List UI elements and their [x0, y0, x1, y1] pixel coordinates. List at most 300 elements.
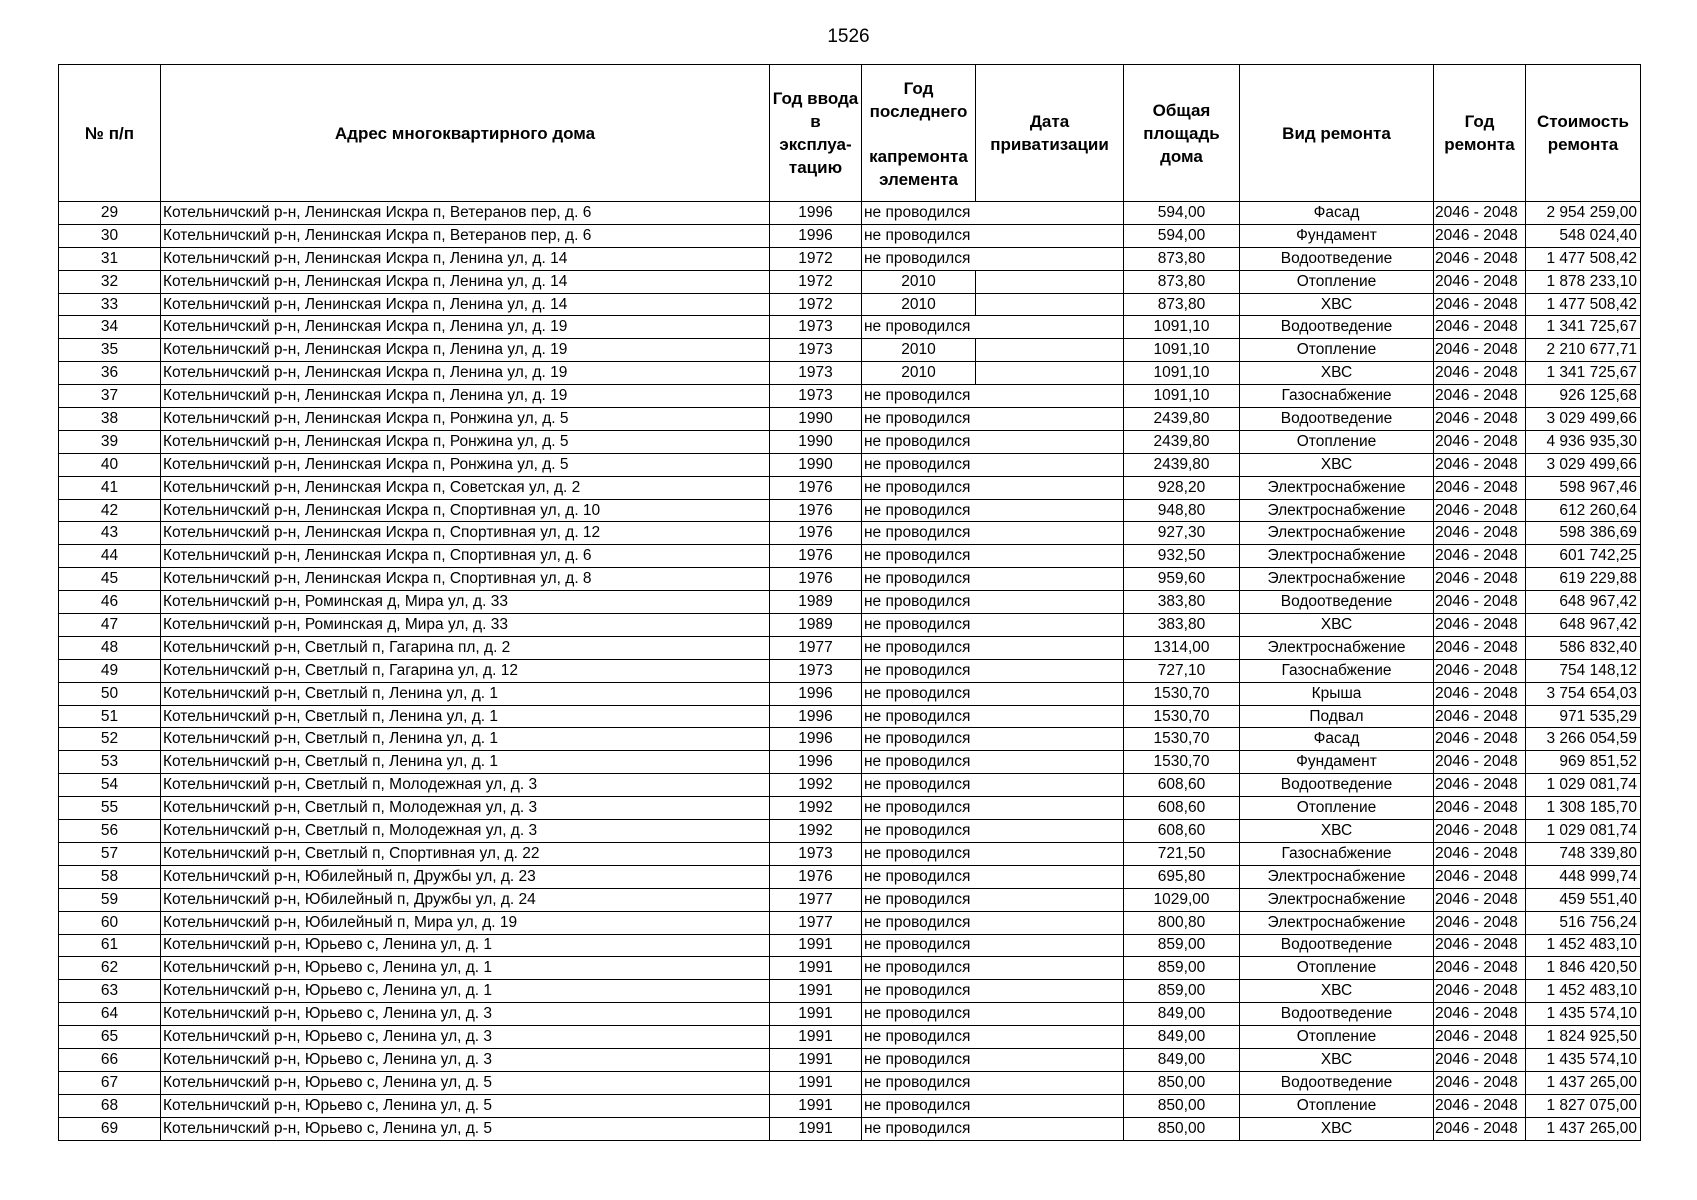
cell-last-repair: не проводился: [862, 865, 976, 888]
cell-repair-period: 2046 - 2048: [1434, 362, 1526, 385]
cell-address: Котельничский р-н, Ленинская Искра п, Ленина ул, д. 19: [161, 385, 770, 408]
cell-last-repair: не проводился: [862, 728, 976, 751]
cell-year-built: 1989: [770, 614, 862, 637]
cell-num: 46: [59, 591, 161, 614]
cell-last-repair: не проводился: [862, 522, 976, 545]
cell-address: Котельничский р-н, Ленинская Искра п, Ленина ул, д. 14: [161, 270, 770, 293]
cell-area: 2439,80: [1124, 408, 1240, 431]
cell-repair-period: 2046 - 2048: [1434, 820, 1526, 843]
cell-area: 2439,80: [1124, 430, 1240, 453]
cell-repair-kind: Водоотведение: [1240, 774, 1434, 797]
cell-privatization: [976, 1048, 1124, 1071]
cell-privatization: [976, 957, 1124, 980]
cell-repair-period: 2046 - 2048: [1434, 957, 1526, 980]
cell-num: 55: [59, 797, 161, 820]
cell-repair-period: 2046 - 2048: [1434, 385, 1526, 408]
cell-year-built: 1996: [770, 224, 862, 247]
cell-num: 54: [59, 774, 161, 797]
header-repair-year: Год ремонта: [1434, 65, 1526, 202]
header-num: № п/п: [59, 65, 161, 202]
cell-cost: 1 827 075,00: [1526, 1094, 1641, 1117]
cell-year-built: 1991: [770, 1117, 862, 1140]
cell-num: 61: [59, 934, 161, 957]
cell-area: 873,80: [1124, 293, 1240, 316]
cell-last-repair: 2010: [862, 362, 976, 385]
cell-area: 928,20: [1124, 476, 1240, 499]
cell-repair-kind: Водоотведение: [1240, 591, 1434, 614]
cell-year-built: 1991: [770, 1003, 862, 1026]
cell-privatization: [976, 1026, 1124, 1049]
cell-cost: 971 535,29: [1526, 705, 1641, 728]
cell-privatization: [976, 980, 1124, 1003]
cell-num: 39: [59, 430, 161, 453]
cell-cost: 3 029 499,66: [1526, 453, 1641, 476]
cell-num: 60: [59, 911, 161, 934]
repair-schedule-table: [58, 64, 1641, 1141]
cell-repair-period: 2046 - 2048: [1434, 865, 1526, 888]
cell-repair-kind: Электроснабжение: [1240, 911, 1434, 934]
cell-year-built: 1977: [770, 888, 862, 911]
cell-num: 69: [59, 1117, 161, 1140]
table-row: [59, 705, 1641, 728]
cell-address: Котельничский р-н, Юбилейный п, Дружбы ул, д. 23: [161, 865, 770, 888]
cell-cost: 459 551,40: [1526, 888, 1641, 911]
cell-area: 1314,00: [1124, 636, 1240, 659]
cell-address: Котельничский р-н, Ленинская Искра п, Ронжина ул, д. 5: [161, 453, 770, 476]
cell-area: 594,00: [1124, 202, 1240, 225]
cell-num: 64: [59, 1003, 161, 1026]
cell-area: 927,30: [1124, 522, 1240, 545]
cell-repair-period: 2046 - 2048: [1434, 1026, 1526, 1049]
cell-last-repair: не проводился: [862, 545, 976, 568]
cell-area: 859,00: [1124, 980, 1240, 1003]
cell-cost: 1 437 265,00: [1526, 1117, 1641, 1140]
cell-cost: 1 477 508,42: [1526, 293, 1641, 316]
cell-cost: 2 210 677,71: [1526, 339, 1641, 362]
cell-year-built: 1996: [770, 202, 862, 225]
cell-last-repair: не проводился: [862, 1048, 976, 1071]
cell-repair-period: 2046 - 2048: [1434, 316, 1526, 339]
cell-privatization: [976, 224, 1124, 247]
cell-num: 43: [59, 522, 161, 545]
cell-num: 49: [59, 659, 161, 682]
header-last-repair-bottom: капремонта элемента: [869, 147, 968, 189]
cell-area: 2439,80: [1124, 453, 1240, 476]
cell-last-repair: не проводился: [862, 247, 976, 270]
cell-repair-period: 2046 - 2048: [1434, 1071, 1526, 1094]
cell-repair-period: 2046 - 2048: [1434, 224, 1526, 247]
cell-num: 29: [59, 202, 161, 225]
cell-repair-kind: Отопление: [1240, 1026, 1434, 1049]
cell-repair-period: 2046 - 2048: [1434, 751, 1526, 774]
cell-cost: 598 967,46: [1526, 476, 1641, 499]
cell-privatization: [976, 362, 1124, 385]
cell-num: 32: [59, 270, 161, 293]
cell-cost: 548 024,40: [1526, 224, 1641, 247]
cell-cost: 1 029 081,74: [1526, 774, 1641, 797]
cell-cost: 1 029 081,74: [1526, 820, 1641, 843]
cell-last-repair: не проводился: [862, 980, 976, 1003]
cell-num: 53: [59, 751, 161, 774]
cell-year-built: 1992: [770, 820, 862, 843]
cell-repair-kind: Водоотведение: [1240, 934, 1434, 957]
table-row: [59, 980, 1641, 1003]
cell-repair-period: 2046 - 2048: [1434, 659, 1526, 682]
cell-repair-period: 2046 - 2048: [1434, 1117, 1526, 1140]
header-kind: Вид ремонта: [1240, 65, 1434, 202]
cell-last-repair: не проводился: [862, 453, 976, 476]
cell-privatization: [976, 293, 1124, 316]
cell-year-built: 1977: [770, 636, 862, 659]
cell-year-built: 1973: [770, 842, 862, 865]
cell-num: 42: [59, 499, 161, 522]
cell-privatization: [976, 728, 1124, 751]
cell-year-built: 1976: [770, 545, 862, 568]
cell-privatization: [976, 934, 1124, 957]
cell-repair-kind: Газоснабжение: [1240, 385, 1434, 408]
cell-address: Котельничский р-н, Роминская д, Мира ул, д. 33: [161, 614, 770, 637]
cell-address: Котельничский р-н, Ленинская Искра п, Ронжина ул, д. 5: [161, 430, 770, 453]
cell-cost: 1 824 925,50: [1526, 1026, 1641, 1049]
cell-cost: 648 967,42: [1526, 614, 1641, 637]
cell-address: Котельничский р-н, Юрьево с, Ленина ул, д. 1: [161, 934, 770, 957]
cell-repair-kind: Электроснабжение: [1240, 568, 1434, 591]
cell-repair-kind: ХВС: [1240, 1117, 1434, 1140]
cell-repair-period: 2046 - 2048: [1434, 705, 1526, 728]
cell-last-repair: не проводился: [862, 888, 976, 911]
cell-repair-period: 2046 - 2048: [1434, 293, 1526, 316]
cell-num: 48: [59, 636, 161, 659]
cell-privatization: [976, 408, 1124, 431]
cell-last-repair: 2010: [862, 339, 976, 362]
cell-address: Котельничский р-н, Юрьево с, Ленина ул, д. 1: [161, 980, 770, 1003]
cell-last-repair: не проводился: [862, 316, 976, 339]
cell-repair-kind: Крыша: [1240, 682, 1434, 705]
cell-cost: 3 266 054,59: [1526, 728, 1641, 751]
cell-repair-kind: Водоотведение: [1240, 1003, 1434, 1026]
cell-repair-period: 2046 - 2048: [1434, 568, 1526, 591]
table-row: [59, 774, 1641, 797]
cell-privatization: [976, 545, 1124, 568]
table-row: [59, 202, 1641, 225]
cell-address: Котельничский р-н, Юрьево с, Ленина ул, д. 1: [161, 957, 770, 980]
cell-area: 695,80: [1124, 865, 1240, 888]
cell-last-repair: не проводился: [862, 202, 976, 225]
cell-repair-period: 2046 - 2048: [1434, 453, 1526, 476]
page-number: 1526: [827, 26, 870, 47]
cell-num: 45: [59, 568, 161, 591]
cell-num: 57: [59, 842, 161, 865]
cell-privatization: [976, 339, 1124, 362]
cell-year-built: 1989: [770, 591, 862, 614]
cell-num: 47: [59, 614, 161, 637]
cell-repair-kind: ХВС: [1240, 980, 1434, 1003]
table-row: [59, 224, 1641, 247]
cell-num: 59: [59, 888, 161, 911]
cell-address: Котельничский р-н, Ленинская Искра п, Советская ул, д. 2: [161, 476, 770, 499]
table-row: [59, 751, 1641, 774]
cell-last-repair: не проводился: [862, 911, 976, 934]
cell-area: 1530,70: [1124, 682, 1240, 705]
cell-last-repair: не проводился: [862, 499, 976, 522]
cell-year-built: 1996: [770, 682, 862, 705]
cell-num: 58: [59, 865, 161, 888]
cell-repair-period: 2046 - 2048: [1434, 1094, 1526, 1117]
cell-privatization: [976, 636, 1124, 659]
cell-year-built: 1976: [770, 568, 862, 591]
cell-year-built: 1991: [770, 1094, 862, 1117]
cell-repair-kind: ХВС: [1240, 820, 1434, 843]
table-row: [59, 1048, 1641, 1071]
table-row: [59, 453, 1641, 476]
cell-last-repair: не проводился: [862, 797, 976, 820]
table-row: [59, 842, 1641, 865]
cell-address: Котельничский р-н, Ленинская Искра п, Ленина ул, д. 19: [161, 339, 770, 362]
cell-num: 40: [59, 453, 161, 476]
cell-privatization: [976, 591, 1124, 614]
cell-repair-kind: Водоотведение: [1240, 247, 1434, 270]
cell-last-repair: не проводился: [862, 774, 976, 797]
cell-area: 1029,00: [1124, 888, 1240, 911]
cell-privatization: [976, 797, 1124, 820]
cell-address: Котельничский р-н, Ленинская Искра п, Ленина ул, д. 14: [161, 293, 770, 316]
cell-repair-period: 2046 - 2048: [1434, 408, 1526, 431]
cell-cost: 1 435 574,10: [1526, 1003, 1641, 1026]
cell-year-built: 1996: [770, 728, 862, 751]
cell-area: 1091,10: [1124, 316, 1240, 339]
cell-area: 859,00: [1124, 957, 1240, 980]
cell-address: Котельничский р-н, Юбилейный п, Мира ул, д. 19: [161, 911, 770, 934]
cell-num: 33: [59, 293, 161, 316]
table-row: [59, 865, 1641, 888]
cell-area: 1530,70: [1124, 728, 1240, 751]
cell-last-repair: не проводился: [862, 682, 976, 705]
cell-cost: 4 936 935,30: [1526, 430, 1641, 453]
cell-cost: 601 742,25: [1526, 545, 1641, 568]
cell-num: 62: [59, 957, 161, 980]
cell-year-built: 1990: [770, 408, 862, 431]
cell-address: Котельничский р-н, Светлый п, Гагарина пл, д. 2: [161, 636, 770, 659]
cell-privatization: [976, 430, 1124, 453]
cell-area: 948,80: [1124, 499, 1240, 522]
cell-cost: 1 341 725,67: [1526, 362, 1641, 385]
cell-address: Котельничский р-н, Юрьево с, Ленина ул, д. 5: [161, 1117, 770, 1140]
cell-repair-kind: Электроснабжение: [1240, 476, 1434, 499]
cell-repair-kind: Отопление: [1240, 270, 1434, 293]
table-row: [59, 362, 1641, 385]
table-row: [59, 476, 1641, 499]
cell-repair-kind: Фундамент: [1240, 751, 1434, 774]
cell-privatization: [976, 247, 1124, 270]
cell-repair-period: 2046 - 2048: [1434, 980, 1526, 1003]
cell-year-built: 1976: [770, 476, 862, 499]
cell-area: 849,00: [1124, 1003, 1240, 1026]
cell-repair-period: 2046 - 2048: [1434, 614, 1526, 637]
cell-repair-kind: Электроснабжение: [1240, 522, 1434, 545]
cell-cost: 619 229,88: [1526, 568, 1641, 591]
cell-num: 38: [59, 408, 161, 431]
cell-year-built: 1991: [770, 980, 862, 1003]
cell-cost: 969 851,52: [1526, 751, 1641, 774]
table-row: [59, 957, 1641, 980]
cell-address: Котельничский р-н, Ленинская Искра п, Ленина ул, д. 19: [161, 316, 770, 339]
cell-year-built: 1972: [770, 293, 862, 316]
cell-year-built: 1990: [770, 453, 862, 476]
cell-cost: 1 308 185,70: [1526, 797, 1641, 820]
cell-num: 52: [59, 728, 161, 751]
cell-repair-kind: ХВС: [1240, 453, 1434, 476]
cell-num: 30: [59, 224, 161, 247]
cell-address: Котельничский р-н, Ленинская Искра п, Ветеранов пер, д. 6: [161, 202, 770, 225]
cell-cost: 3 754 654,03: [1526, 682, 1641, 705]
cell-area: 1091,10: [1124, 339, 1240, 362]
table-body: [59, 202, 1641, 1141]
cell-last-repair: не проводился: [862, 751, 976, 774]
cell-repair-kind: Отопление: [1240, 430, 1434, 453]
cell-area: 932,50: [1124, 545, 1240, 568]
cell-repair-kind: Фасад: [1240, 728, 1434, 751]
cell-cost: 1 341 725,67: [1526, 316, 1641, 339]
cell-num: 63: [59, 980, 161, 1003]
cell-address: Котельничский р-н, Светлый п, Гагарина ул, д. 12: [161, 659, 770, 682]
cell-num: 35: [59, 339, 161, 362]
cell-repair-period: 2046 - 2048: [1434, 430, 1526, 453]
cell-area: 383,80: [1124, 614, 1240, 637]
cell-area: 721,50: [1124, 842, 1240, 865]
cell-last-repair: 2010: [862, 270, 976, 293]
cell-repair-period: 2046 - 2048: [1434, 797, 1526, 820]
cell-repair-kind: Электроснабжение: [1240, 888, 1434, 911]
cell-address: Котельничский р-н, Ленинская Искра п, Ленина ул, д. 14: [161, 247, 770, 270]
table-row: [59, 316, 1641, 339]
cell-last-repair: не проводился: [862, 385, 976, 408]
table-row: [59, 659, 1641, 682]
cell-area: 873,80: [1124, 270, 1240, 293]
cell-last-repair: не проводился: [862, 659, 976, 682]
table-row: [59, 614, 1641, 637]
cell-repair-period: 2046 - 2048: [1434, 911, 1526, 934]
cell-repair-period: 2046 - 2048: [1434, 842, 1526, 865]
table-row: [59, 636, 1641, 659]
table-row: [59, 247, 1641, 270]
cell-num: 37: [59, 385, 161, 408]
cell-repair-period: 2046 - 2048: [1434, 1003, 1526, 1026]
cell-repair-period: 2046 - 2048: [1434, 339, 1526, 362]
cell-last-repair: не проводился: [862, 1071, 976, 1094]
header-last-repair: [862, 65, 976, 202]
cell-repair-period: 2046 - 2048: [1434, 1048, 1526, 1071]
cell-privatization: [976, 774, 1124, 797]
cell-last-repair: не проводился: [862, 1026, 976, 1049]
cell-address: Котельничский р-н, Юбилейный п, Дружбы ул, д. 24: [161, 888, 770, 911]
cell-address: Котельничский р-н, Ленинская Искра п, Спортивная ул, д. 10: [161, 499, 770, 522]
cell-repair-period: 2046 - 2048: [1434, 202, 1526, 225]
cell-privatization: [976, 751, 1124, 774]
cell-repair-period: 2046 - 2048: [1434, 499, 1526, 522]
header-address: Адрес многоквартирного дома: [161, 65, 770, 202]
cell-address: Котельничский р-н, Ленинская Искра п, Ронжина ул, д. 5: [161, 408, 770, 431]
cell-year-built: 1991: [770, 957, 862, 980]
cell-cost: 1 878 233,10: [1526, 270, 1641, 293]
cell-repair-period: 2046 - 2048: [1434, 682, 1526, 705]
cell-cost: 1 846 420,50: [1526, 957, 1641, 980]
cell-cost: 748 339,80: [1526, 842, 1641, 865]
cell-area: 594,00: [1124, 224, 1240, 247]
cell-privatization: [976, 202, 1124, 225]
cell-address: Котельничский р-н, Светлый п, Молодежная ул, д. 3: [161, 774, 770, 797]
cell-year-built: 1973: [770, 362, 862, 385]
cell-address: Котельничский р-н, Светлый п, Ленина ул, д. 1: [161, 682, 770, 705]
cell-last-repair: не проводился: [862, 476, 976, 499]
cell-last-repair: не проводился: [862, 1117, 976, 1140]
cell-privatization: [976, 842, 1124, 865]
cell-area: 849,00: [1124, 1048, 1240, 1071]
cell-address: Котельничский р-н, Юрьево с, Ленина ул, д. 3: [161, 1003, 770, 1026]
header-cost: Стоимость ремонта: [1526, 65, 1641, 202]
cell-last-repair: не проводился: [862, 591, 976, 614]
cell-last-repair: не проводился: [862, 957, 976, 980]
cell-year-built: 1973: [770, 316, 862, 339]
cell-privatization: [976, 888, 1124, 911]
cell-repair-kind: Электроснабжение: [1240, 499, 1434, 522]
table-row: [59, 339, 1641, 362]
cell-year-built: 1976: [770, 522, 862, 545]
cell-year-built: 1996: [770, 751, 862, 774]
cell-privatization: [976, 270, 1124, 293]
table-row: [59, 293, 1641, 316]
cell-num: 41: [59, 476, 161, 499]
cell-num: 67: [59, 1071, 161, 1094]
cell-area: 1530,70: [1124, 705, 1240, 728]
cell-address: Котельничский р-н, Светлый п, Молодежная ул, д. 3: [161, 797, 770, 820]
cell-address: Котельничский р-н, Ленинская Искра п, Спортивная ул, д. 8: [161, 568, 770, 591]
cell-repair-kind: ХВС: [1240, 614, 1434, 637]
cell-repair-period: 2046 - 2048: [1434, 270, 1526, 293]
cell-area: 608,60: [1124, 797, 1240, 820]
cell-repair-kind: Отопление: [1240, 957, 1434, 980]
cell-num: 34: [59, 316, 161, 339]
header-privatization: Дата приватизации: [976, 65, 1124, 202]
cell-last-repair: не проводился: [862, 430, 976, 453]
cell-repair-kind: Газоснабжение: [1240, 842, 1434, 865]
cell-year-built: 1973: [770, 339, 862, 362]
cell-privatization: [976, 522, 1124, 545]
cell-repair-period: 2046 - 2048: [1434, 728, 1526, 751]
cell-address: Котельничский р-н, Юрьево с, Ленина ул, д. 5: [161, 1071, 770, 1094]
cell-privatization: [976, 568, 1124, 591]
table-row: [59, 545, 1641, 568]
cell-year-built: 1991: [770, 934, 862, 957]
table-row: [59, 430, 1641, 453]
cell-last-repair: 2010: [862, 293, 976, 316]
cell-privatization: [976, 865, 1124, 888]
cell-area: 850,00: [1124, 1071, 1240, 1094]
cell-repair-kind: Водоотведение: [1240, 408, 1434, 431]
cell-area: 1091,10: [1124, 385, 1240, 408]
cell-year-built: 1976: [770, 499, 862, 522]
cell-privatization: [976, 911, 1124, 934]
cell-last-repair: не проводился: [862, 1003, 976, 1026]
cell-year-built: 1972: [770, 247, 862, 270]
cell-address: Котельничский р-н, Ленинская Искра п, Спортивная ул, д. 6: [161, 545, 770, 568]
cell-repair-kind: Отопление: [1240, 797, 1434, 820]
cell-cost: 598 386,69: [1526, 522, 1641, 545]
cell-area: 959,60: [1124, 568, 1240, 591]
table-row: [59, 820, 1641, 843]
cell-address: Котельничский р-н, Ленинская Искра п, Ветеранов пер, д. 6: [161, 224, 770, 247]
cell-repair-period: 2046 - 2048: [1434, 247, 1526, 270]
cell-last-repair: не проводился: [862, 934, 976, 957]
